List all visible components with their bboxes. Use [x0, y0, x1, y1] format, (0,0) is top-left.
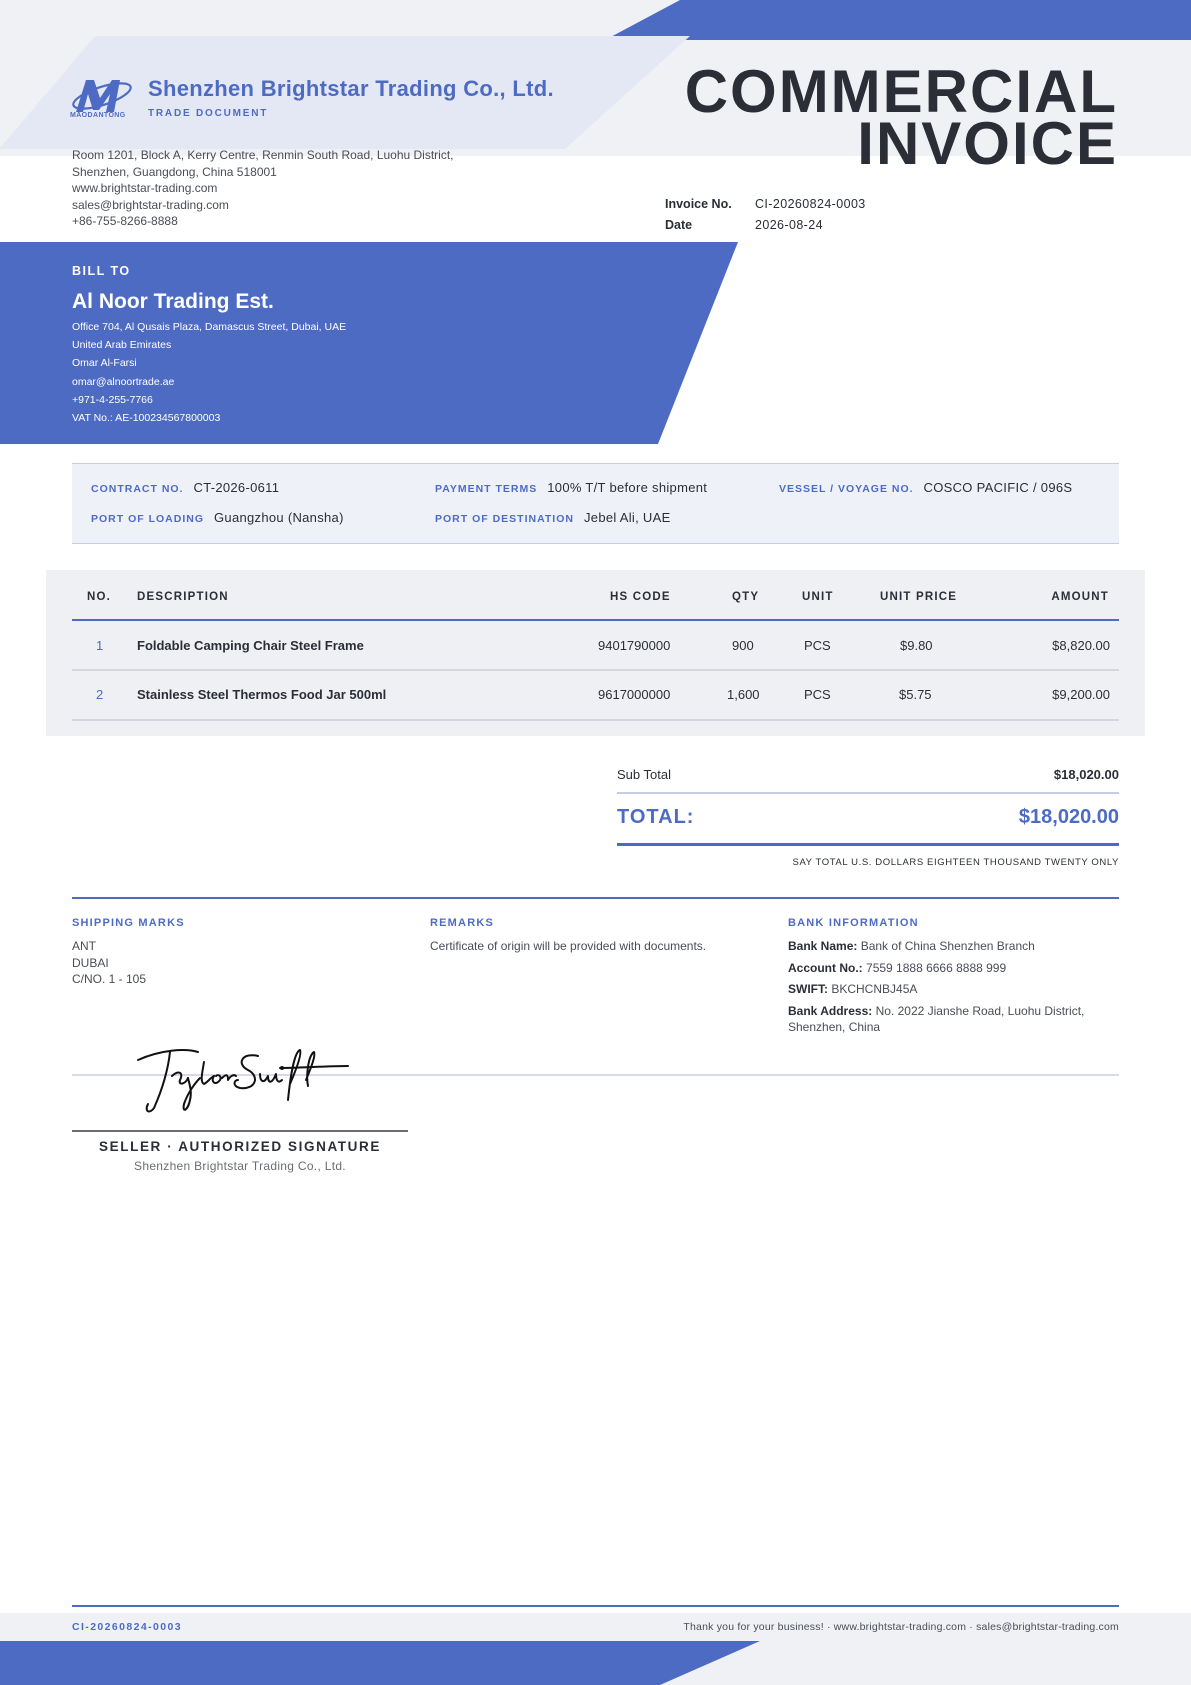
- swift-value: BKCHCNBJ45A: [831, 982, 918, 996]
- bank-name-value: Bank of China Shenzhen Branch: [860, 939, 1035, 953]
- buyer-phone: +971-4-255-7766: [72, 393, 153, 406]
- col-header-unit: UNIT: [802, 591, 834, 603]
- footer-invoice-id: CI-20260824-0003: [72, 1621, 182, 1633]
- contract-field: [91, 480, 279, 495]
- signature-line: [72, 1130, 408, 1132]
- destination-field: [435, 510, 671, 525]
- row-2-no: 2: [96, 687, 104, 702]
- remarks-text: Certificate of origin will be provided with documents.: [430, 939, 707, 953]
- title-line-2: INVOICE: [857, 110, 1118, 177]
- payment-value: 100% T/T before shipment: [547, 480, 708, 495]
- buyer-address: Office 704, Al Qusais Plaza, Damascus Street, Dubai, UAE: [72, 321, 347, 333]
- row-1-no: 1: [96, 638, 104, 653]
- bill-to-label: BILL TO: [72, 264, 131, 278]
- address-line: Shenzhen, Guangdong, China 518001: [72, 164, 277, 179]
- bank-info-label: BANK INFORMATION: [788, 917, 919, 929]
- col-header-hs-code: HS CODE: [610, 591, 671, 603]
- seller-phone: +86-755-8266-8888: [72, 214, 178, 228]
- date-value: 2026-08-24: [755, 217, 823, 232]
- contract-label: CONTRACT NO.: [91, 483, 184, 495]
- buyer-vat: VAT No.: AE-100234567800003: [72, 412, 221, 425]
- handwritten-signature: [130, 1040, 350, 1120]
- table-row-divider: [72, 719, 1119, 721]
- bank-address-label: Bank Address:: [788, 1003, 873, 1018]
- payment-field: [435, 480, 707, 495]
- subtotal-divider: [617, 792, 1119, 794]
- title-line-1: COMMERCIAL: [684, 58, 1118, 125]
- loading-label: PORT OF LOADING: [91, 513, 204, 525]
- account-no-value: 7559 1888 6666 8888 999: [866, 960, 1007, 975]
- subtotal-label: Sub Total: [617, 767, 671, 782]
- seller-email: sales@brightstar-trading.com: [72, 197, 229, 212]
- shipping-marks: [72, 938, 146, 988]
- amount-in-words: SAY TOTAL U.S. DOLLARS EIGHTEEN THOUSAND TWENTY ONLY: [792, 857, 1119, 868]
- row-1-unit-price: $9.80: [900, 638, 933, 653]
- row-2-hs-code: 9617000000: [598, 687, 671, 702]
- address-line: Room 1201, Block A, Kerry Centre, Renmin South Road, Luohu District,: [72, 148, 454, 162]
- col-header-no: NO.: [87, 591, 112, 603]
- invoice-no-value: CI-20260824-0003: [755, 197, 866, 211]
- row-1-description: Foldable Camping Chair Steel Frame: [137, 638, 364, 653]
- vessel-label: VESSEL / VOYAGE NO.: [779, 483, 914, 495]
- shipping-marks-label: SHIPPING MARKS: [72, 917, 185, 929]
- col-header-description: DESCRIPTION: [137, 591, 229, 603]
- col-header-amount: AMOUNT: [1051, 591, 1109, 603]
- buyer-name: Al Noor Trading Est.: [72, 290, 274, 313]
- footer-divider: [72, 1605, 1119, 1607]
- row-2-unit-price: $5.75: [899, 687, 932, 702]
- seller-address: [72, 147, 454, 230]
- signature-caption: SELLER · AUTHORIZED SIGNATURE: [99, 1139, 381, 1154]
- col-header-qty: QTY: [732, 591, 760, 603]
- destination-value: Jebel Ali, UAE: [583, 510, 671, 525]
- document-title: [684, 58, 1118, 177]
- footer-note: Thank you for your business! · www.brightstar-trading.com · sales@brightstar-trading.com: [683, 1621, 1119, 1633]
- loading-field: [91, 510, 344, 525]
- shipping-mark-line: C/NO. 1 - 105: [72, 972, 147, 986]
- buyer-contact: Omar Al-Farsi: [72, 357, 137, 370]
- invoice-no-label: Invoice No.: [665, 197, 732, 211]
- payment-label: PAYMENT TERMS: [435, 483, 538, 495]
- bank-name-label: Bank Name:: [788, 939, 858, 953]
- destination-label: PORT OF DESTINATION: [435, 513, 574, 525]
- seller-website: www.brightstar-trading.com: [72, 181, 218, 195]
- row-2-unit: PCS: [804, 687, 831, 702]
- company-name: Shenzhen Brightstar Trading Co., Ltd.: [148, 76, 554, 101]
- row-1-qty: 900: [732, 638, 754, 653]
- total-value: $18,020.00: [1018, 806, 1119, 828]
- total-divider: [617, 843, 1119, 846]
- loading-value: Guangzhou (Nansha): [214, 510, 344, 525]
- bill-to-content: [72, 264, 346, 427]
- company-subtitle: TRADE DOCUMENT: [148, 108, 269, 119]
- header-accent-shape: [0, 0, 1191, 40]
- invoice-meta: [665, 194, 866, 235]
- row-2-description: Stainless Steel Thermos Food Jar 500ml: [137, 687, 387, 702]
- swift-label: SWIFT:: [788, 982, 828, 996]
- date-label: Date: [665, 217, 693, 232]
- signature-company: Shenzhen Brightstar Trading Co., Ltd.: [134, 1159, 346, 1173]
- table-header-divider: [72, 619, 1119, 621]
- buyer-country: United Arab Emirates: [72, 339, 172, 352]
- row-1-amount: $8,820.00: [1052, 638, 1110, 653]
- buyer-email: omar@alnoortrade.ae: [72, 375, 175, 388]
- shipment-info: [72, 463, 1119, 544]
- row-2-amount: $9,200.00: [1052, 687, 1110, 702]
- shipping-mark-line: DUBAI: [72, 955, 109, 970]
- contract-value: CT-2026-0611: [193, 480, 280, 495]
- col-header-unit-price: UNIT PRICE: [880, 591, 958, 603]
- vessel-field: [779, 480, 1072, 495]
- subtotal-value: $18,020.00: [1053, 767, 1119, 782]
- logo-wordmark: MAODANTONG: [70, 112, 126, 119]
- row-1-unit: PCS: [804, 638, 831, 653]
- bank-info: [788, 938, 1123, 1041]
- section-divider: [72, 897, 1119, 899]
- total-label: TOTAL:: [617, 806, 695, 828]
- vessel-value: COSCO PACIFIC / 096S: [923, 480, 1073, 495]
- bank-address-value: No. 2022 Jianshe Road, Luohu District, Shenzhen, China: [788, 1003, 1085, 1034]
- table-row-divider: [72, 669, 1119, 671]
- shipping-mark-line: ANT: [72, 939, 96, 953]
- account-no-label: Account No.:: [788, 960, 863, 975]
- remarks-label: REMARKS: [430, 917, 495, 929]
- row-2-qty: 1,600: [727, 687, 760, 702]
- row-1-hs-code: 9401790000: [598, 638, 671, 653]
